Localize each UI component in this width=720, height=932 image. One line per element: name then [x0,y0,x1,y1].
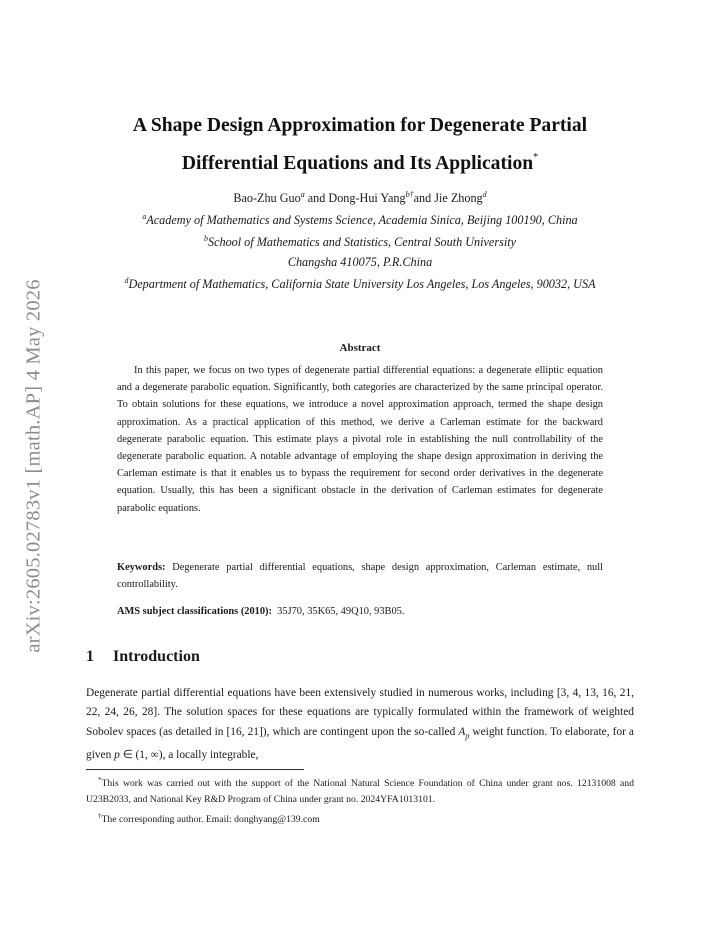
affiliation-d [40,276,680,292]
affiliation-b-city: Changsha 410075, P.R.China [287,255,433,269]
affiliation-mark: d [124,276,129,285]
author-name: Jie Zhong [434,191,483,205]
footnote-text: This work was carried out with the support of the National Natural Science Foundation of China under grant nos. 12131008 and U23B2033, and National Key R&D Program of China under grant no. 2024YFA1013101. [86,778,634,806]
footnote-mark: † [98,812,102,821]
ap-base: A [458,725,466,738]
keywords-text: Degenerate partial differential equations, shape design approximation, Carleman estimate, null controllability. [117,562,603,590]
keywords [117,559,603,593]
ap-weight-symbol [458,725,470,741]
ams-text: 35J70, 35K65, 49Q10, 93B05. [271,606,405,617]
footnote-text: The corresponding author. Email: donghyang@139.com [101,814,320,826]
author-affiliation-mark: b† [405,190,414,199]
footnotes [86,772,634,829]
affiliation-mark: a [142,212,147,221]
intro-text: weight function. To elaborate, for a given [86,725,634,761]
author-separator: and [304,191,329,205]
title-line-2-text: Differential Equations and Its Application [181,153,534,174]
intro-text: Degenerate partial differential equations have been extensively studied in numerous works, including [3, 4, 13, 16, 21, 22, 24, 26, 28]. The solution spaces for these equations are typically formulated within the framework of weighted Sobolev spaces (as detailed in [16, 21]), which are contingent upon the so-called [86,687,634,738]
footnote-corresponding-author [86,808,634,828]
arxiv-identifier-stamp: arXiv:2605.02783v1 [math.AP] 4 May 2026 [22,279,45,653]
author-name: Dong-Hui Yang [328,191,406,205]
section-number: 1 [86,648,94,665]
author-affiliation-mark: a [300,190,305,199]
title-footnote-mark: * [533,152,539,163]
ams-label: AMS subject classifications (2010): [117,606,272,617]
abstract-heading: Abstract [339,342,381,354]
footnote-funding [86,772,634,808]
author-name: Bao-Zhu Guo [233,191,301,205]
section-heading-introduction [86,648,200,666]
p-variable: p [114,748,120,761]
keywords-label: Keywords: [117,562,166,573]
ams-classifications [117,603,603,620]
ap-subscript: p [465,731,470,741]
affiliation-mark: b [203,234,208,243]
intro-text: ∈ (1, ∞), a locally integrable, [119,748,259,761]
introduction-paragraph [86,684,634,765]
title-line-1: A Shape Design Approximation for Degenerate Partial [132,115,588,136]
abstract-body: In this paper, we focus on two types of degenerate partial differential equations: a degenerate elliptic equation and a degenerate parabolic equation. Significantly, both categories are characterized by the same principal operator. To obtain solutions for these equations, we introduce a novel approximation approach, termed the shape design approximation. As a practical application of this method, we derive a Carleman estimate for the backward degenerate parabolic equation. This estimate plays a pivotal role in establishing the null controllability of the degenerate parabolic equation. A notable advantage of employing the shape design approximation in deriving the Carleman estimate is that it enables us to bypass the requirement for second order derivatives in the degenerate equation. Usually, this has been a significant obstacle in the derivation of Carleman estimates for degenerate parabolic equations. [117,365,603,514]
affiliation-text: Department of Mathematics, California State University Los Angeles, Los Angeles, 90032, USA [128,277,596,291]
title-line-2 [60,142,660,180]
author-affiliation-mark: d [482,190,487,199]
affiliation-b [40,234,680,250]
section-title: Introduction [113,648,200,665]
footnote-mark: * [98,776,102,784]
paper-title [60,110,660,180]
author-separator: and [413,191,435,205]
affiliation-text: School of Mathematics and Statistics, Central South University [207,235,517,249]
footnote-rule [86,769,304,770]
affiliation-text: Academy of Mathematics and Systems Science, Academia Sinica, Beijing 100190, China [146,213,578,227]
affiliation-a [40,212,680,228]
author-list [40,190,680,206]
